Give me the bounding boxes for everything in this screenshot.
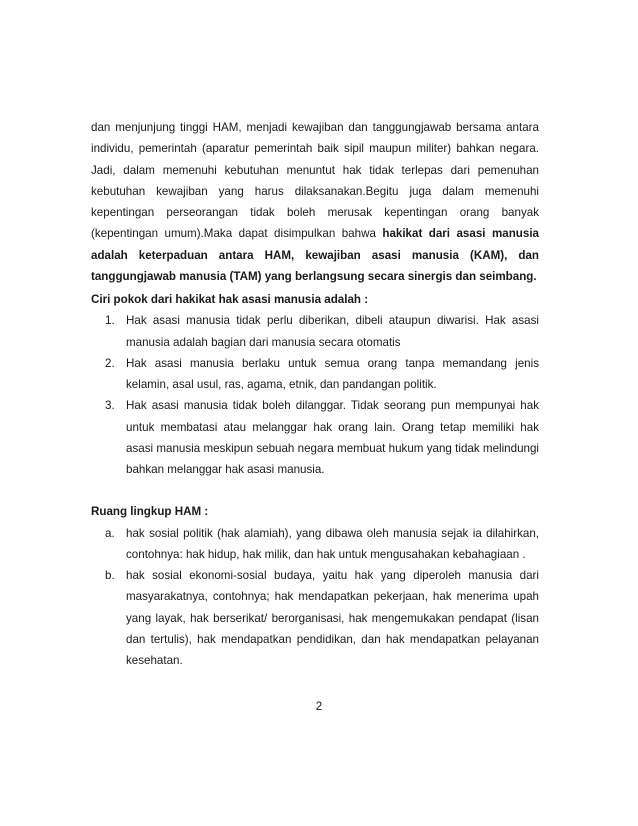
list-item-text: hak sosial politik (hak alamiah), yang dibawa oleh manusia sejak ia dilahirkan, contohnya: hak hidup, hak milik, dan hak untuk mengusahakan kebahagiaan . — [126, 526, 539, 561]
intro-paragraph — [91, 117, 539, 287]
list-marker: 1. — [105, 314, 115, 328]
spacer — [91, 480, 539, 501]
ruang-heading: Ruang lingkup HAM : — [91, 505, 209, 519]
ciri-list — [91, 310, 539, 480]
list-marker: b. — [105, 569, 115, 582]
intro-bold-conclusion: hakikat dari asasi manusia adalah keterpaduan antara HAM, kewajiban asasi manusia (KAM), dan tanggungjawab manusia (TAM) yang berlangsung secara sinergis dan seimbang. — [91, 227, 539, 283]
intro-text: dan menjunjung tinggi HAM, menjadi kewajiban dan tanggungjawab bersama antara individu, pemerintah (aparatur pemerintah baik sipil maupun militer) bahkan negara. Jadi, dalam memenuhi kebutuhan menuntut hak tidak terlepas dari pemenuhan kebutuhan kewajiban yang harus dilaksanakan.Begitu juga dalam memenuhi kepentingan perseorangan tidak boleh merusak kepentingan orang banyak (kepentingan umum).Maka dapat disimpulkan bahwa — [91, 121, 539, 241]
list-marker: a. — [105, 526, 115, 540]
list-item — [91, 395, 539, 480]
list-item-text: hak sosial ekonomi-sosial budaya, yaitu hak yang diperoleh manusia dari masyarakatnya, contohnya; hak mendapatkan pekerjaan, hak menerima upah yang layak, hak berserikat/ berorganisasi, hak mengemukakan pendapat (lisan dan tertulis), hak mendapatkan pendidikan, dan hak mendapatkan pelayanan kesehatan. — [126, 569, 539, 667]
page-number: 2 — [315, 700, 323, 713]
page-content — [91, 117, 539, 671]
list-item-text: Hak asasi manusia tidak boleh dilanggar. Tidak seorang pun mempunyai hak untuk membatasi atau melanggar hak orang lain. Orang tetap memiliki hak asasi manusia meskipun sebuah negara membuat hukum yang tidak melindungi bahkan melanggar hak asasi manusia. — [126, 399, 539, 476]
list-marker: 3. — [105, 399, 115, 413]
list-item — [91, 523, 539, 566]
ciri-heading: Ciri pokok dari hakikat hak asasi manusia adalah : — [91, 293, 369, 306]
list-item — [91, 353, 539, 396]
list-item-text: Hak asasi manusia berlaku untuk semua orang tanpa memandang jenis kelamin, asal usul, ras, agama, etnik, dan pandangan politik. — [126, 356, 539, 391]
ruang-list — [91, 523, 539, 672]
list-item-text: Hak asasi manusia tidak perlu diberikan, dibeli ataupun diwarisi. Hak asasi manusia adalah bagian dari manusia secara otomatis — [126, 314, 539, 349]
list-item — [91, 310, 539, 353]
list-marker: 2. — [105, 356, 115, 370]
list-item — [91, 565, 539, 671]
